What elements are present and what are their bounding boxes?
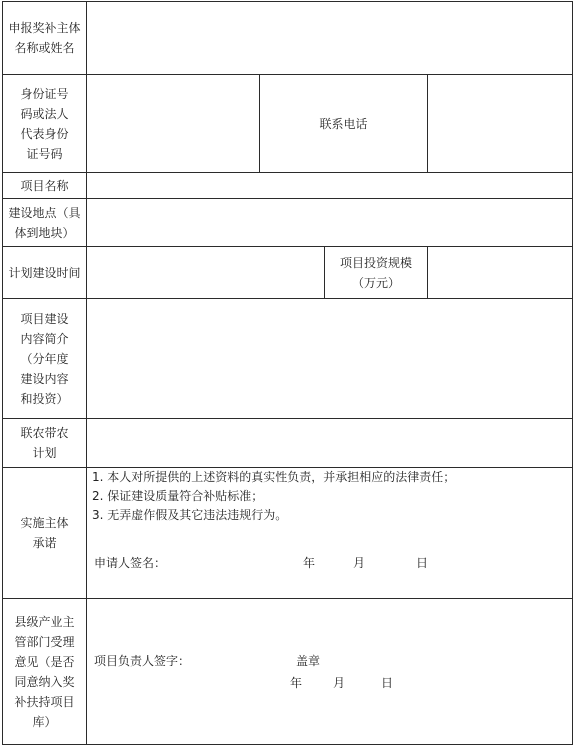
id-number-field[interactable] <box>87 75 259 172</box>
label-line: 名称或姓名 <box>14 41 75 55</box>
date-month-label: 月 <box>333 676 346 690</box>
date-year-label: 年 <box>303 556 316 570</box>
id-number-label <box>3 75 86 172</box>
label-line: 同意纳入奖 <box>14 674 75 689</box>
label-line: 管部门受理 <box>14 634 75 649</box>
label-line: 证号码 <box>26 146 63 161</box>
label-line: 承诺 <box>32 536 57 550</box>
label-line: 建设内容 <box>20 371 69 386</box>
investment-field[interactable] <box>428 247 572 298</box>
commitment-item: 1. 本人对所提供的上述资料的真实性负责，并承担相应的法律责任； <box>92 470 456 484</box>
label-line: 联农带农 <box>20 426 69 440</box>
label-line: 代表身份 <box>20 126 69 141</box>
farmer-linkage-label <box>3 419 86 467</box>
label-line: 项目建设 <box>20 311 69 326</box>
label-text: 联系电话 <box>319 116 368 131</box>
project-content-field[interactable] <box>87 299 572 418</box>
label-line: 码或法人 <box>20 106 69 121</box>
table-border-bottom <box>2 744 573 745</box>
label-line: 实施主体 <box>20 516 69 530</box>
farmer-linkage-field[interactable] <box>87 419 572 467</box>
date-day-label: 日 <box>381 676 394 690</box>
commitment-item: 3. 无弄虚作假及其它违法违规行为。 <box>92 508 288 522</box>
label-line: 申报奖补主体 <box>8 21 81 35</box>
label-line: （万元） <box>351 275 400 290</box>
project-name-field[interactable] <box>87 173 572 198</box>
date-year-label: 年 <box>290 676 303 690</box>
seal-label: 盖章 <box>296 654 321 668</box>
location-field[interactable] <box>87 199 572 246</box>
row-divider <box>2 598 573 599</box>
location-label <box>3 199 86 246</box>
applicant-signature-field[interactable] <box>170 553 290 573</box>
label-line: （分年度 <box>20 351 69 366</box>
label-line: 内容简介 <box>20 331 69 346</box>
applicant-signature-label: 申请人签名： <box>94 556 167 570</box>
label-line: 县级产业主 <box>14 614 75 629</box>
label-text: 项目名称 <box>20 178 69 193</box>
label-line: 项目投资规模 <box>339 255 412 270</box>
date-day-label: 日 <box>416 556 429 570</box>
commitment-item: 2. 保证建设质量符合补贴标准； <box>92 489 264 503</box>
project-content-label <box>3 299 86 418</box>
label-line: 体到地块） <box>14 225 75 240</box>
label-line: 意见（是否 <box>14 654 75 669</box>
applicant-name-label <box>3 2 86 74</box>
table-border-right <box>572 1 573 745</box>
label-line: 补扶持项目 <box>14 694 75 709</box>
date-month-label: 月 <box>353 556 366 570</box>
label-line: 库） <box>32 714 57 729</box>
applicant-name-field[interactable] <box>87 2 572 74</box>
county-opinion-label <box>3 599 86 744</box>
schedule-field[interactable] <box>87 247 324 298</box>
investment-label <box>325 247 427 298</box>
label-text: 计划建设时间 <box>8 265 81 280</box>
label-line: 身份证号 <box>20 86 69 101</box>
phone-label <box>260 75 427 172</box>
label-line: 建设地点（具 <box>8 205 81 220</box>
label-line: 计划 <box>32 446 57 460</box>
project-manager-signature-field[interactable] <box>200 651 290 671</box>
label-line: 和投资） <box>20 391 69 406</box>
project-name-label <box>3 173 86 198</box>
schedule-label <box>3 247 86 298</box>
commitment-label <box>3 468 86 598</box>
project-manager-signature-label: 项目负责人签字： <box>94 654 191 668</box>
phone-field[interactable] <box>428 75 572 172</box>
